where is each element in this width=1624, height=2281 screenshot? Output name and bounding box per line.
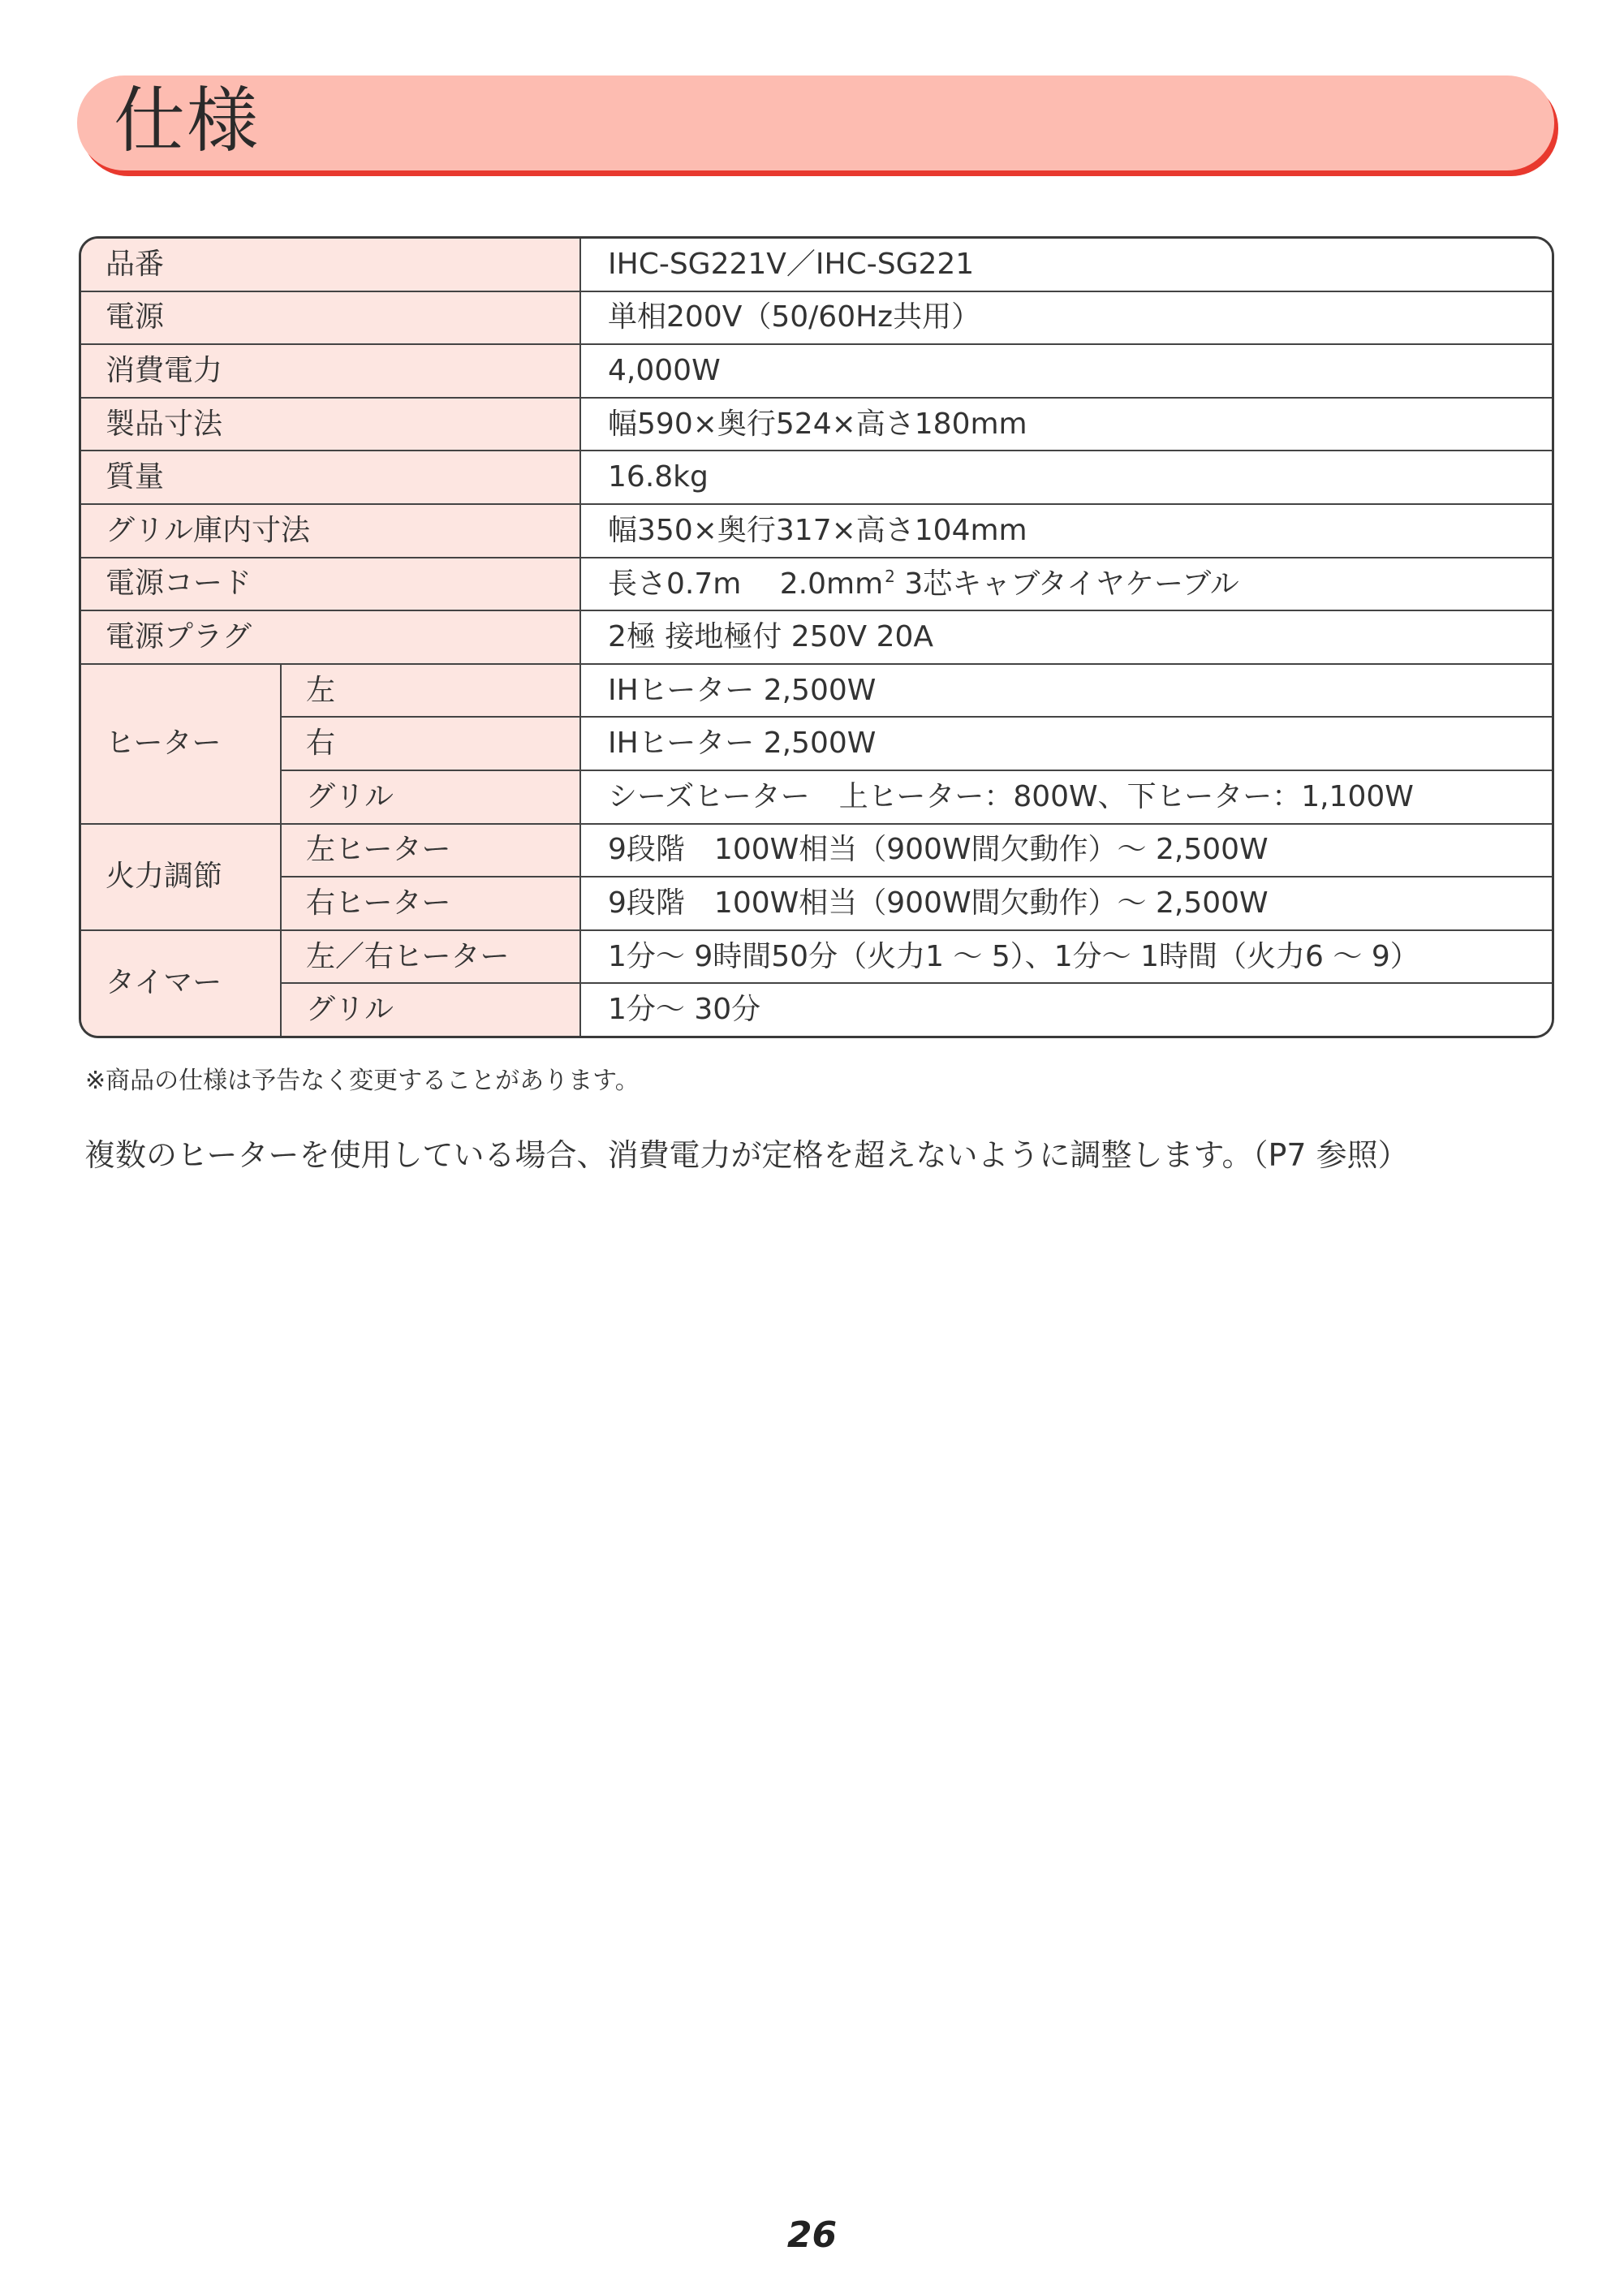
table-row xyxy=(81,291,1552,345)
spec-table xyxy=(79,236,1554,1038)
spec-value-heater-left: IHヒーター 2,500W xyxy=(580,664,1552,718)
table-row xyxy=(81,664,1552,718)
footnote: ※商品の仕様は予告なく変更することがあります。 xyxy=(85,1067,640,1095)
spec-sub-heater-left: 左 xyxy=(281,664,580,718)
power-cord-superscript: 2 xyxy=(885,567,895,587)
spec-value-heat-control-right: 9段階 100W相当（900W間欠動作）～ 2,500W xyxy=(580,877,1552,930)
table-row xyxy=(81,558,1552,611)
spec-label-power-source: 電源 xyxy=(81,291,580,345)
spec-value-power-source: 単相200V（50/60Hz共用） xyxy=(580,291,1552,345)
spec-value-heater-grill: シーズヒーター 上ヒーター：800W、下ヒーター：1,100W xyxy=(580,770,1552,824)
spec-value-heat-control-left: 9段階 100W相当（900W間欠動作）～ 2,500W xyxy=(580,824,1552,877)
table-row xyxy=(81,344,1552,398)
table-row xyxy=(81,239,1552,291)
spec-sub-timer-heater: 左／右ヒーター xyxy=(281,930,580,984)
table-row xyxy=(81,610,1552,664)
spec-label-grill-interior: グリル庫内寸法 xyxy=(81,504,580,558)
spec-sub-timer-grill: グリル xyxy=(281,983,580,1036)
spec-label-timer: タイマー xyxy=(81,930,281,1036)
spec-value-power-plug: 2極 接地極付 250V 20A xyxy=(580,610,1552,664)
table-row xyxy=(81,877,1552,930)
spec-sub-heater-grill: グリル xyxy=(281,770,580,824)
spec-value-power-cord xyxy=(580,558,1552,611)
spec-label-power-plug: 電源プラグ xyxy=(81,610,580,664)
spec-label-heater: ヒーター xyxy=(81,664,281,824)
spec-label-power-consumption: 消費電力 xyxy=(81,344,580,398)
table-row xyxy=(81,451,1552,504)
table-row xyxy=(81,770,1552,824)
spec-value-dimensions: 幅590×奥行524×高さ180mm xyxy=(580,398,1552,451)
power-note: 複数のヒーターを使用している場合、消費電力が定格を超えないように調整します。（P7 参照） xyxy=(84,1137,1409,1173)
table-row xyxy=(81,824,1552,877)
spec-value-grill-interior: 幅350×奥行317×高さ104mm xyxy=(580,504,1552,558)
spec-value-weight: 16.8kg xyxy=(580,451,1552,504)
table-row xyxy=(81,717,1552,770)
spec-sub-heater-right: 右 xyxy=(281,717,580,770)
page-title: 仕様 xyxy=(114,79,261,162)
spec-value-power-consumption: 4,000W xyxy=(580,344,1552,398)
table-row xyxy=(81,930,1552,984)
spec-label-dimensions: 製品寸法 xyxy=(81,398,580,451)
power-cord-length: 長さ0.7m 2.0mm xyxy=(608,567,884,602)
spec-label-power-cord: 電源コード xyxy=(81,558,580,611)
spec-sub-heat-control-left: 左ヒーター xyxy=(281,824,580,877)
page-number: 26 xyxy=(786,2214,838,2256)
spec-label-weight: 質量 xyxy=(81,451,580,504)
spec-value-heater-right: IHヒーター 2,500W xyxy=(580,717,1552,770)
power-cord-type: 3芯キャブタイヤケーブル xyxy=(894,567,1239,602)
spec-value-model: IHC-SG221V／IHC-SG221 xyxy=(580,239,1552,291)
table-row xyxy=(81,983,1552,1036)
spec-value-timer-grill: 1分～ 30分 xyxy=(580,983,1552,1036)
spec-label-model: 品番 xyxy=(81,239,580,291)
title-banner xyxy=(77,75,1554,170)
table-row xyxy=(81,504,1552,558)
spec-value-timer-heater: 1分～ 9時間50分（火力1 ～ 5）、1分～ 1時間（火力6 ～ 9） xyxy=(580,930,1552,984)
table-row xyxy=(81,398,1552,451)
spec-sub-heat-control-right: 右ヒーター xyxy=(281,877,580,930)
spec-label-heat-control: 火力調節 xyxy=(81,824,281,930)
